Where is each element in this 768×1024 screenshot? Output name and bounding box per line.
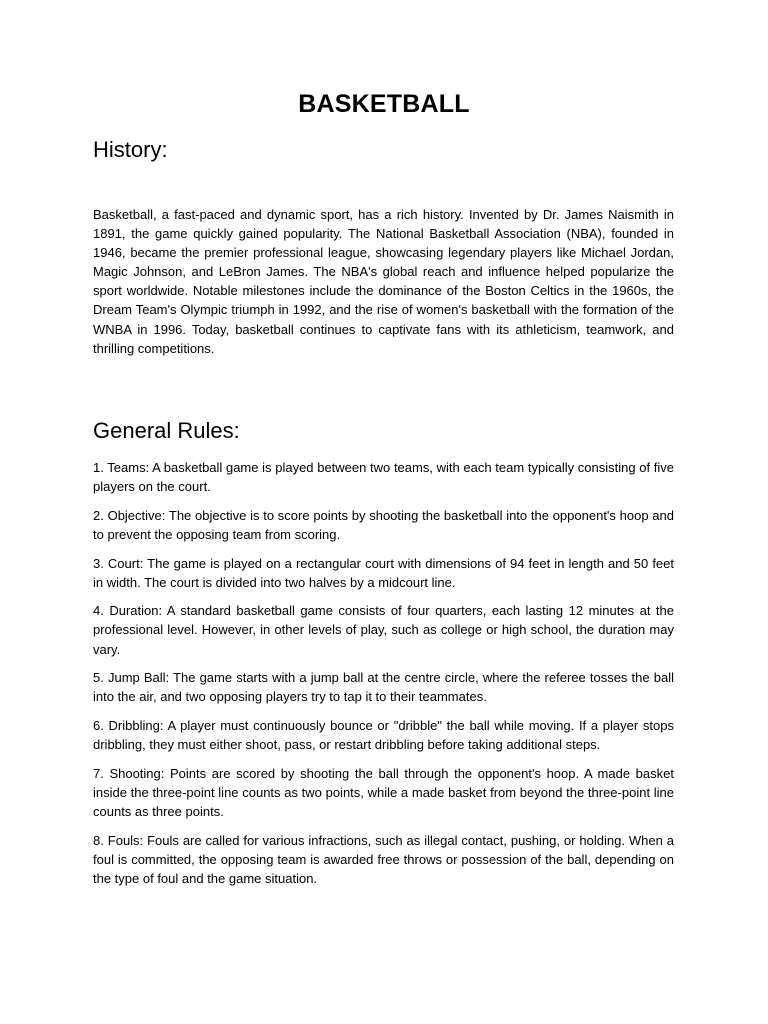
rule-fouls: 8. Fouls: Fouls are called for various infractions, such as illegal contact, pushing, or holding. When a foul is committed, the opposing team is awarded free throws or possession of the ball, depending on the type of foul and the game situation. bbox=[93, 832, 674, 886]
rule-shooting: 7. Shooting: Points are scored by shooting the ball through the opponent's hoop. A made basket inside the three-point line counts as two points, while a made basket from beyond the three-point line counts as three points. bbox=[93, 765, 674, 819]
rule-court: 3. Court: The game is played on a rectangular court with dimensions of 94 feet in length and 50 feet in width. The court is divided into two halves by a midcourt line. bbox=[93, 555, 674, 590]
general-rules-list bbox=[93, 458, 674, 898]
rule-teams: 1. Teams: A basketball game is played between two teams, with each team typically consisting of five players on the court. bbox=[93, 460, 674, 495]
rule-jump-ball: 5. Jump Ball: The game starts with a jump ball at the centre circle, where the referee tosses the ball into the air, and two opposing players try to tap it to their teammates. bbox=[93, 670, 674, 705]
history-heading: History: bbox=[93, 137, 168, 162]
history-paragraph: Basketball, a fast-paced and dynamic sport, has a rich history. Invented by Dr. James Naismith in 1891, the game quickly gained popularity. The National Basketball Association (NBA), founded in 1946, became the premier professional league, showcasing legendary players like Michael Jordan, Magic Johnson, and LeBron James. The NBA's global reach and influence helped popularize the sport worldwide. Notable milestones include the dominance of the Boston Celtics in the 1960s, the Dream Team's Olympic triumph in 1992, and the rise of women's basketball with the formation of the WNBA in 1996. Today, basketball continues to captivate fans with its athleticism, teamwork, and thrilling competitions. bbox=[93, 207, 674, 356]
general-rules-heading: General Rules: bbox=[93, 418, 240, 443]
rule-objective: 2. Objective: The objective is to score points by shooting the basketball into the opponent's hoop and to prevent the opposing team from scoring. bbox=[93, 507, 674, 542]
rule-duration: 4. Duration: A standard basketball game consists of four quarters, each lasting 12 minutes at the professional level. However, in other levels of play, such as college or high school, the duration may vary. bbox=[93, 603, 674, 657]
rule-dribbling: 6. Dribbling: A player must continuously bounce or "dribble" the ball while moving. If a player stops dribbling, they must either shoot, pass, or restart dribbling before taking additional steps. bbox=[93, 718, 674, 753]
document-title: BASKETBALL bbox=[298, 90, 470, 118]
